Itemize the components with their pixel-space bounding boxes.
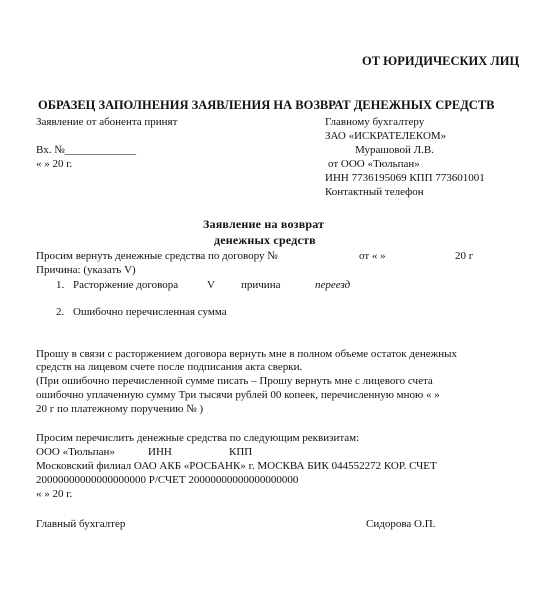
option-1-reason-value: переезд (315, 279, 351, 291)
paragraph-1-line-2: средств на лицевом счете после подписания акта сверки. (36, 361, 303, 373)
requisites-bank: Московский филиал ОАО АКБ «РОСБАНК» г. МОСКВА БИК 044552272 КОР. СЧЕТ (36, 460, 437, 472)
paragraph-2-line-1: (При ошибочно перечисленной сумме писать – Прошу вернуть мне с лицевого счета (36, 375, 433, 387)
application-title-line2: денежных средств (214, 233, 316, 247)
contract-year: 20 г (455, 250, 474, 262)
received-date: « » 20 г. (36, 158, 73, 170)
sample-title: ОБРАЗЕЦ ЗАПОЛНЕНИЯ ЗАЯВЛЕНИЯ НА ВОЗВРАТ ДЕНЕЖНЫХ СРЕДСТВ (38, 98, 495, 112)
addressee-name: Мурашовой Л.В. (355, 144, 434, 156)
option-1-checkmark: V (207, 279, 215, 291)
option-2-text: Ошибочно перечисленная сумма (73, 306, 227, 318)
requisites-inn-label: ИНН (148, 446, 172, 458)
addressee-company: ЗАО «ИСКРАТЕЛЕКОМ» (325, 130, 447, 142)
paragraph-2-line-3: 20 г по платежному поручению № ) (36, 403, 204, 415)
contact-phone-label: Контактный телефон (325, 186, 424, 198)
sender-inn-kpp: ИНН 7736195069 КПП 773601001 (325, 172, 485, 184)
option-1-number: 1. (56, 279, 65, 291)
sender-company: от ООО «Тюльпан» (328, 158, 420, 170)
option-2-number: 2. (56, 306, 65, 318)
paragraph-2-line-2: ошибочно уплаченную сумму Три тысячи рублей 00 копеек, перечисленную мною « » (36, 389, 440, 401)
contract-date: от « » (359, 250, 386, 262)
reason-label: Причина: (указать V) (36, 264, 136, 276)
option-1-text: Расторжение договора (73, 279, 179, 291)
requisites-date: « » 20 г. (36, 488, 73, 500)
requisites-kpp-label: КПП (229, 446, 253, 458)
chief-accountant-name: Сидорова О.П. (366, 518, 436, 530)
refund-request: Просим вернуть денежные средства по договору № (36, 250, 278, 262)
chief-accountant-label: Главный бухгалтер (36, 518, 126, 530)
requisites-org: ООО «Тюльпан» (36, 446, 115, 458)
paragraph-1-line-1: Прошу в связи с расторжением договора вернуть мне в полном объеме остаток денежных (36, 348, 458, 360)
from-legal-entities-heading: ОТ ЮРИДИЧЕСКИХ ЛИЦ (362, 54, 520, 68)
option-1-reason-label: причина (241, 279, 281, 291)
requisites-accounts: 20000000000000000000 Р/СЧЕТ 20000000000000000000 (36, 474, 299, 486)
addressee-position: Главному бухгалтеру (325, 116, 425, 128)
application-title-line1: Заявление на возврат (203, 217, 325, 231)
received-label: Заявление от абонента принят (36, 116, 178, 128)
incoming-number: Вх. №_____________ (36, 144, 137, 156)
requisites-intro: Просим перечислить денежные средства по следующим реквизитам: (36, 432, 360, 444)
